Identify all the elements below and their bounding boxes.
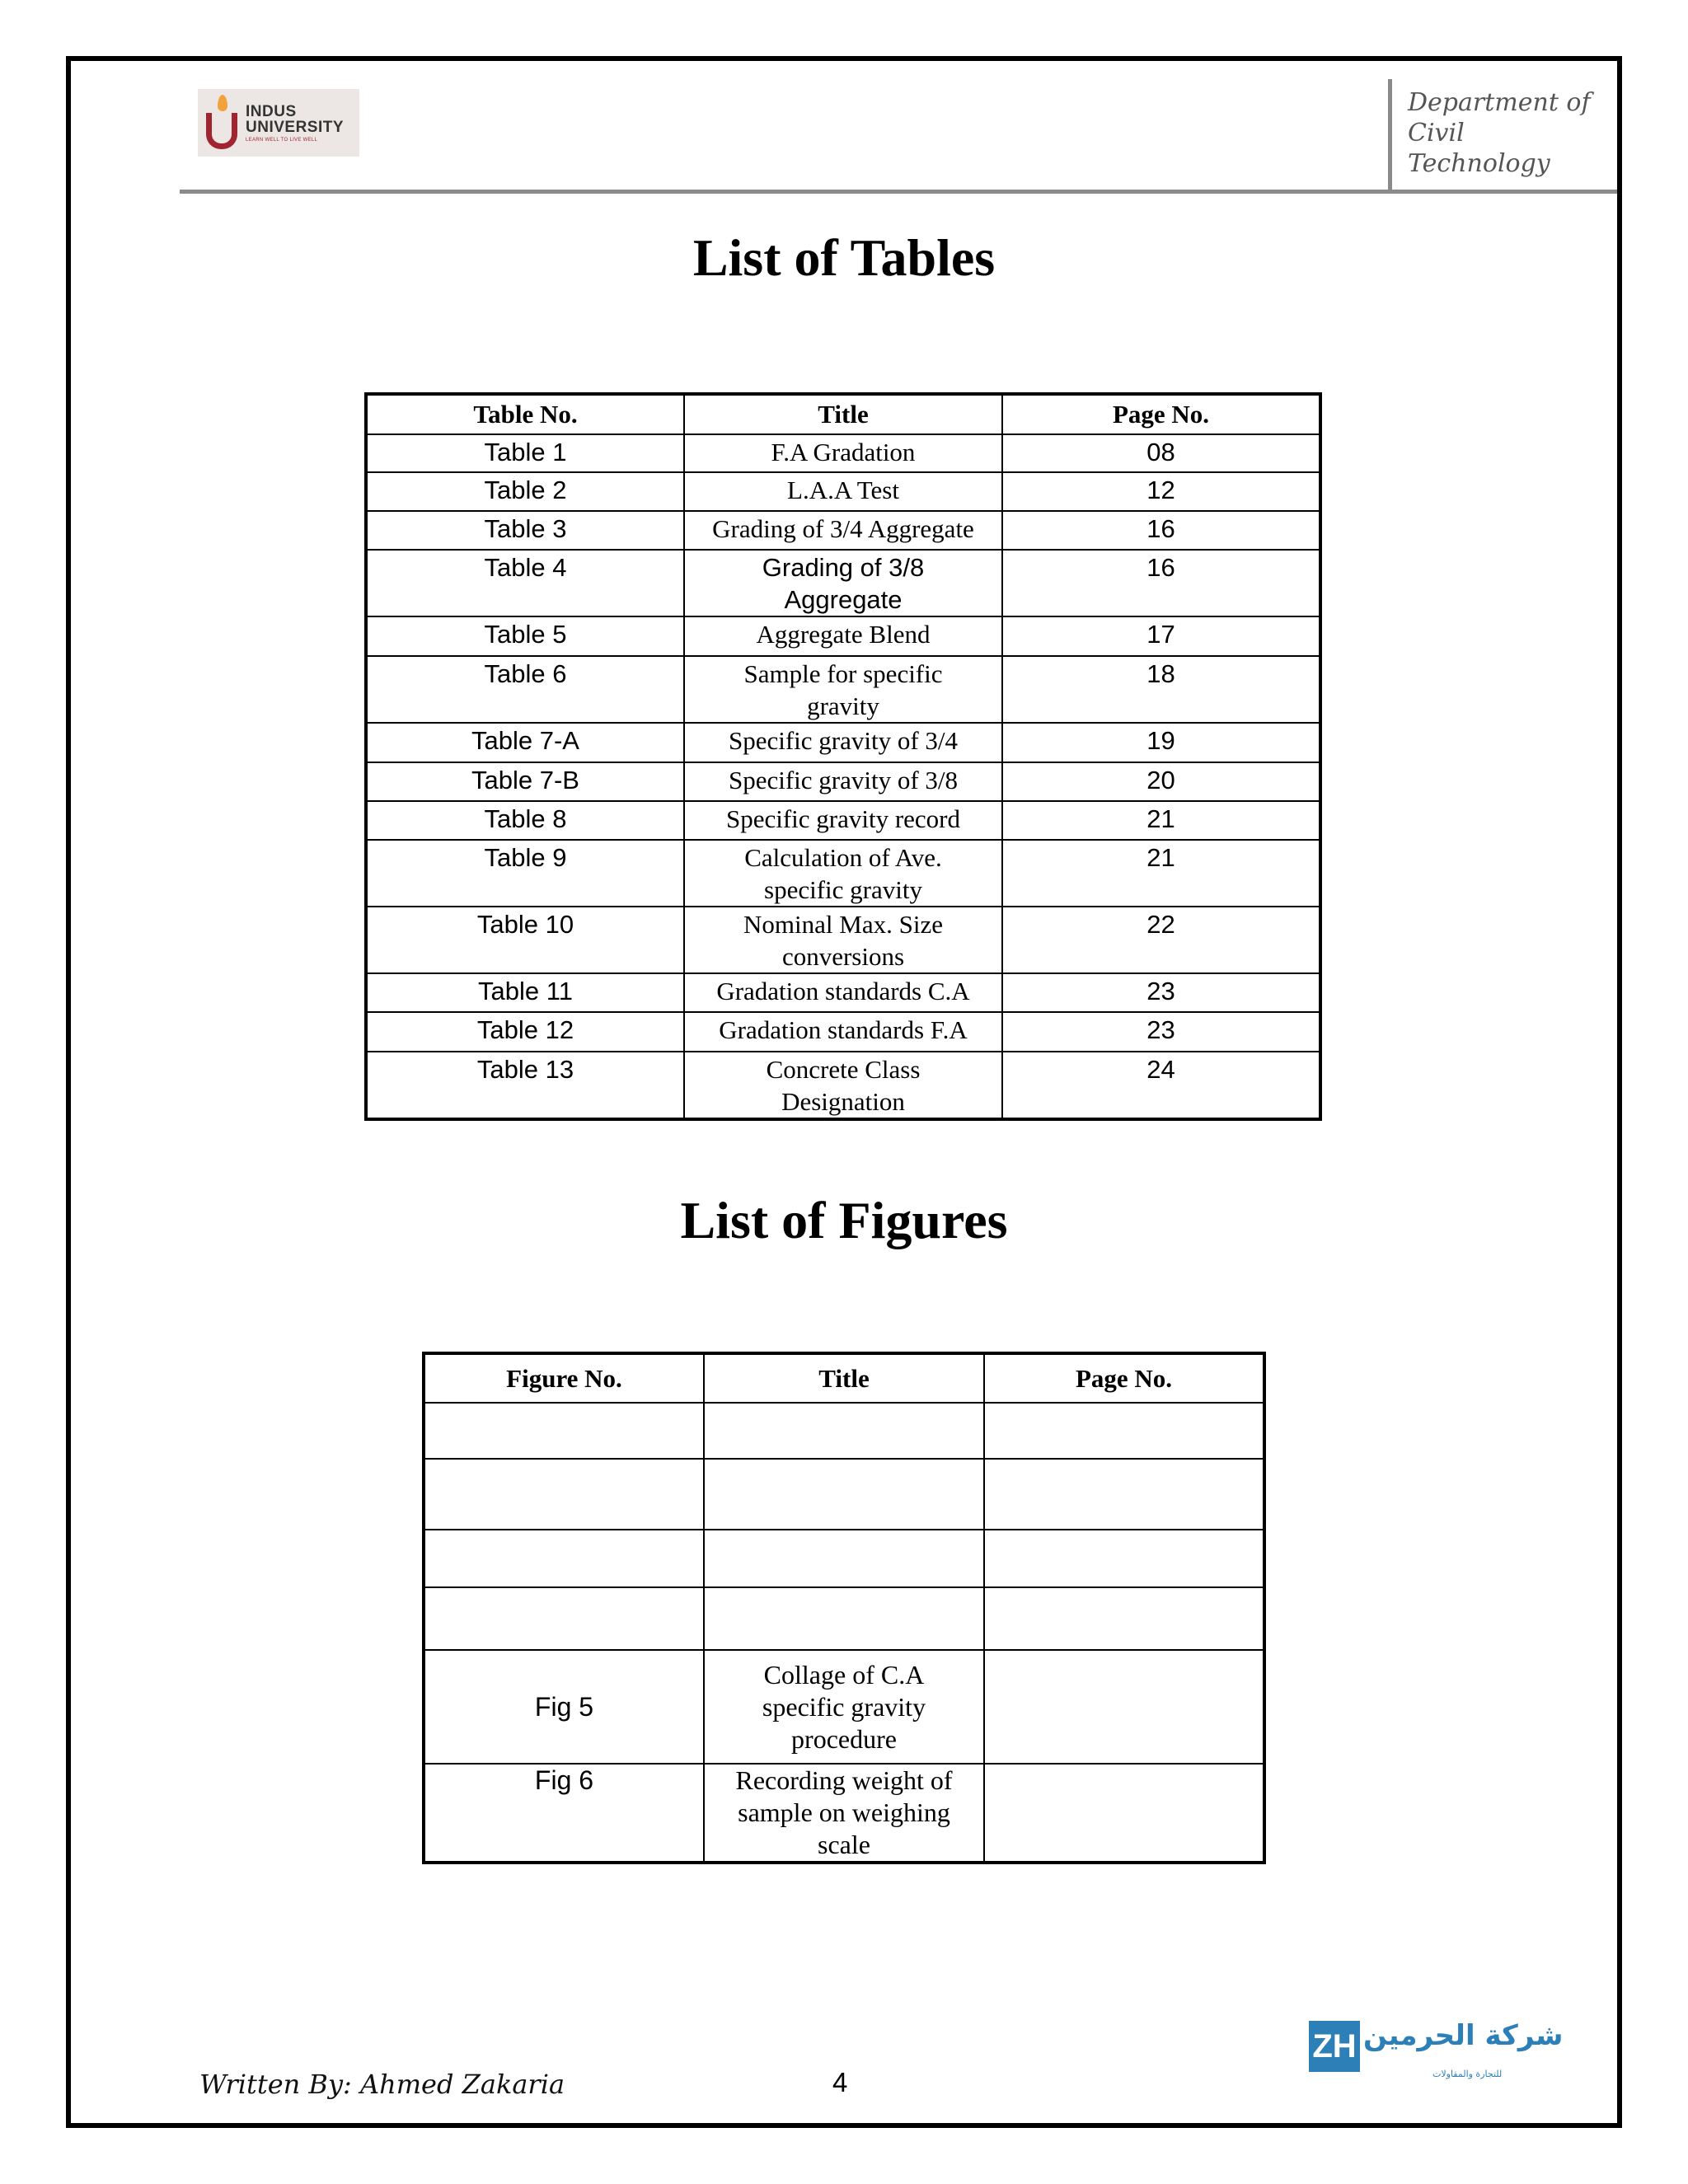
figure-header-row bbox=[424, 1353, 1264, 1403]
header-title: Title bbox=[704, 1353, 984, 1403]
table-no-cell: Table 12 bbox=[366, 1012, 684, 1052]
table-page-cell: 23 bbox=[1002, 1012, 1320, 1052]
table-no-cell: Table 3 bbox=[366, 511, 684, 550]
figure-title-cell: Collage of C.A specific gravity procedure bbox=[704, 1650, 984, 1764]
table-page-cell: 16 bbox=[1002, 550, 1320, 616]
figure-row bbox=[424, 1764, 1264, 1863]
figure-title-cell bbox=[704, 1587, 984, 1650]
page-number: 4 bbox=[832, 2067, 848, 2097]
header-page-no: Page No. bbox=[984, 1353, 1264, 1403]
table-title-cell: Aggregate Blend bbox=[684, 616, 1002, 656]
figure-row bbox=[424, 1459, 1264, 1530]
table-title-cell: Sample for specific gravity bbox=[684, 656, 1002, 723]
footer-author: Written By: Ahmed Zakaria bbox=[199, 2069, 565, 2100]
table-no-cell: Table 10 bbox=[366, 907, 684, 973]
figure-row bbox=[424, 1587, 1264, 1650]
table-header-row bbox=[366, 394, 1320, 434]
figure-row bbox=[424, 1403, 1264, 1459]
table-page-cell: 17 bbox=[1002, 616, 1320, 656]
table-title-cell: Specific gravity of 3/4 bbox=[684, 723, 1002, 762]
table-no-cell: Table 4 bbox=[366, 550, 684, 616]
table-no-cell: Table 8 bbox=[366, 801, 684, 840]
table-row bbox=[366, 1052, 1320, 1119]
table-title-cell: Gradation standards C.A bbox=[684, 973, 1002, 1012]
table-row bbox=[366, 434, 1320, 472]
table-row bbox=[366, 550, 1320, 616]
logo-line-2: UNIVERSITY bbox=[246, 118, 345, 136]
header-divider bbox=[1388, 79, 1392, 193]
header-title: Title bbox=[684, 394, 1002, 434]
company-logo-arabic-name: شركة الحرمين bbox=[1363, 2019, 1564, 2052]
table-page-cell: 23 bbox=[1002, 973, 1320, 1012]
torch-u-icon bbox=[204, 93, 241, 152]
table-row bbox=[366, 723, 1320, 762]
list-of-tables-title: List of Tables bbox=[692, 228, 996, 287]
table-title-cell: L.A.A Test bbox=[684, 472, 1002, 511]
table-row bbox=[366, 656, 1320, 723]
table-no-cell: Table 7-B bbox=[366, 762, 684, 801]
table-page-cell: 21 bbox=[1002, 801, 1320, 840]
table-no-cell: Table 7-A bbox=[366, 723, 684, 762]
university-logo bbox=[198, 89, 359, 157]
table-page-cell: 12 bbox=[1002, 472, 1320, 511]
table-row bbox=[366, 762, 1320, 801]
figure-page-cell bbox=[984, 1403, 1264, 1459]
company-logo-mark: ZH bbox=[1309, 2021, 1360, 2072]
table-no-cell: Table 6 bbox=[366, 656, 684, 723]
table-row bbox=[366, 511, 1320, 550]
table-row bbox=[366, 1012, 1320, 1052]
logo-line-1: INDUS bbox=[246, 102, 297, 120]
table-title-cell: Calculation of Ave. specific gravity bbox=[684, 840, 1002, 907]
figure-row bbox=[424, 1530, 1264, 1587]
table-page-cell: 24 bbox=[1002, 1052, 1320, 1119]
table-page-cell: 16 bbox=[1002, 511, 1320, 550]
company-logo-arabic-tagline: للتجارة والمقاولات bbox=[1432, 2069, 1503, 2079]
table-page-cell: 18 bbox=[1002, 656, 1320, 723]
table-title-cell: Grading of 3/4 Aggregate bbox=[684, 511, 1002, 550]
figure-title-cell bbox=[704, 1459, 984, 1530]
figure-page-cell bbox=[984, 1764, 1264, 1863]
table-row bbox=[366, 973, 1320, 1012]
figure-page-cell bbox=[984, 1530, 1264, 1587]
table-page-cell: 22 bbox=[1002, 907, 1320, 973]
table-title-cell: Gradation standards F.A bbox=[684, 1012, 1002, 1052]
logo-tagline: LEARN WELL TO LIVE WELL bbox=[246, 137, 318, 143]
figure-title-cell bbox=[704, 1403, 984, 1459]
table-page-cell: 20 bbox=[1002, 762, 1320, 801]
figure-page-cell bbox=[984, 1650, 1264, 1764]
figure-page-cell bbox=[984, 1459, 1264, 1530]
figure-no-cell bbox=[424, 1530, 704, 1587]
table-row bbox=[366, 840, 1320, 907]
header-page-no: Page No. bbox=[1002, 394, 1320, 434]
figure-page-cell bbox=[984, 1587, 1264, 1650]
figure-title-cell: Recording weight of sample on weighing scale bbox=[704, 1764, 984, 1863]
figure-no-cell: Fig 6 bbox=[424, 1764, 704, 1863]
table-page-cell: 21 bbox=[1002, 840, 1320, 907]
table-row bbox=[366, 616, 1320, 656]
table-no-cell: Table 11 bbox=[366, 973, 684, 1012]
figure-row bbox=[424, 1650, 1264, 1764]
table-title-cell: Specific gravity of 3/8 bbox=[684, 762, 1002, 801]
table-no-cell: Table 2 bbox=[366, 472, 684, 511]
list-of-figures bbox=[422, 1352, 1266, 1864]
figure-no-cell bbox=[424, 1587, 704, 1650]
list-of-figures-title: List of Figures bbox=[680, 1191, 1008, 1249]
table-page-cell: 19 bbox=[1002, 723, 1320, 762]
header-rule bbox=[180, 190, 1617, 194]
table-page-cell: 08 bbox=[1002, 434, 1320, 472]
table-row bbox=[366, 472, 1320, 511]
figure-no-cell bbox=[424, 1459, 704, 1530]
table-row bbox=[366, 907, 1320, 973]
table-title-cell: Grading of 3/8 Aggregate bbox=[684, 550, 1002, 616]
table-title-cell: Specific gravity record bbox=[684, 801, 1002, 840]
figure-no-cell: Fig 5 bbox=[424, 1650, 704, 1764]
header-table-no: Table No. bbox=[366, 394, 684, 434]
company-logo-icon bbox=[1309, 2014, 1564, 2093]
header-figure-no: Figure No. bbox=[424, 1353, 704, 1403]
department-name: Department of Civil Technology bbox=[1408, 88, 1591, 178]
table-title-cell: F.A Gradation bbox=[684, 434, 1002, 472]
table-no-cell: Table 13 bbox=[366, 1052, 684, 1119]
figure-no-cell bbox=[424, 1403, 704, 1459]
table-no-cell: Table 1 bbox=[366, 434, 684, 472]
table-title-cell: Nominal Max. Size conversions bbox=[684, 907, 1002, 973]
table-no-cell: Table 9 bbox=[366, 840, 684, 907]
figure-title-cell bbox=[704, 1530, 984, 1587]
table-row bbox=[366, 801, 1320, 840]
table-title-cell: Concrete Class Designation bbox=[684, 1052, 1002, 1119]
list-of-tables bbox=[364, 392, 1322, 1121]
table-no-cell: Table 5 bbox=[366, 616, 684, 656]
